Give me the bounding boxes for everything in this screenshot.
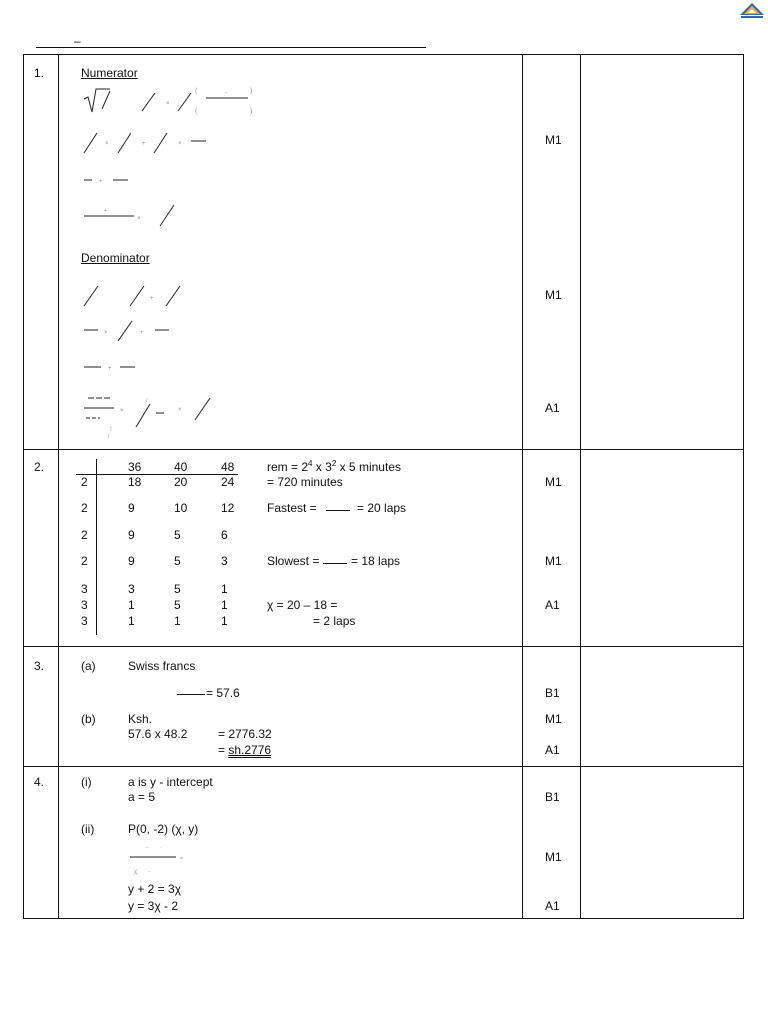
q2-cell: 24: [221, 475, 235, 489]
q2-divisor: 3: [81, 614, 88, 628]
q1-mark-2: M1: [545, 288, 562, 302]
q2-cell: 1: [221, 614, 228, 628]
q2-divisor: 2: [81, 528, 88, 542]
q3-fraction-bar: [177, 694, 205, 695]
q2-rem-line: [267, 460, 401, 474]
q2-cell: 1: [221, 582, 228, 596]
svg-text:+: +: [104, 208, 107, 214]
q2-factor-horizontal-rule: [76, 474, 238, 475]
q4-part-i: (i): [81, 775, 92, 789]
q2-factor-header-2: 40: [174, 460, 188, 474]
svg-text:×: ×: [120, 408, 124, 414]
q2-chi-line1: χ = 20 – 18 =: [267, 598, 338, 612]
q4-mark-3: A1: [545, 899, 560, 913]
q2-rem-sup1: 4: [308, 459, 313, 468]
q2-chi-line2: = 2 laps: [313, 614, 356, 628]
q2-divisor: 2: [81, 554, 88, 568]
q2-cell: 3: [221, 554, 228, 568]
header-dash: –: [74, 34, 81, 48]
svg-text:): ): [250, 108, 253, 115]
logo-icon: [738, 2, 766, 22]
svg-text:(: (: [195, 88, 198, 95]
q2-divisor: 3: [81, 598, 88, 612]
q2-rem-a: rem = 2: [267, 460, 309, 474]
q2-divisor: 2: [81, 501, 88, 515]
q4-part-i-line1: a is y - intercept: [128, 775, 213, 789]
svg-text:+: +: [108, 366, 112, 372]
svg-text:+: +: [150, 296, 154, 302]
svg-text:−: −: [146, 845, 149, 851]
q3-calc: 57.6 x 48.2: [128, 727, 188, 741]
q3-calc-result: = 2776.32: [218, 727, 272, 741]
svg-text:−: −: [225, 90, 228, 96]
q2-cell: 12: [221, 501, 235, 515]
q2-slowest-label: Slowest =: [267, 554, 320, 568]
q2-cell: 6: [221, 528, 228, 542]
q2-divisor: 2: [81, 475, 88, 489]
q2-factor-vertical-rule: [96, 459, 97, 635]
q3-final-value: sh.2776: [228, 743, 272, 757]
svg-text:+: +: [140, 330, 144, 336]
q2-factor-header-1: 36: [128, 460, 142, 474]
svg-text:·: ·: [160, 845, 162, 851]
q3-final: [218, 743, 271, 757]
q2-cell: 5: [174, 528, 181, 542]
q3-mark-2: M1: [545, 712, 562, 726]
svg-text:(: (: [195, 108, 198, 115]
svg-text:/: /: [146, 398, 148, 404]
q4-mark-1: B1: [545, 790, 560, 804]
q1-numerator-working: [80, 85, 270, 235]
q2-fastest-fraction-bar: [326, 510, 350, 511]
svg-text:/: /: [108, 434, 110, 440]
q2-mark-3: A1: [545, 598, 560, 612]
q2-factor-header-3: 48: [221, 460, 235, 474]
q3-mark-1: B1: [545, 686, 560, 700]
q2-cell: 5: [174, 598, 181, 612]
q2-rem-sup2: 2: [331, 459, 337, 468]
q2-cell: 5: [174, 554, 181, 568]
logo: [738, 2, 766, 28]
svg-text:+: +: [99, 179, 103, 185]
q1-denominator-label: Denominator: [81, 251, 150, 265]
q2-mark-1: M1: [545, 475, 562, 489]
q2-cell: 18: [128, 475, 142, 489]
q2-rem-b: x 3: [312, 460, 332, 474]
q4-part-ii-line2: y + 2 = 3χ: [128, 882, 181, 896]
svg-text:×: ×: [104, 330, 108, 336]
svg-text:−: −: [148, 869, 151, 875]
q4-part-ii: (ii): [81, 822, 95, 836]
q3-final-eq: =: [218, 743, 229, 757]
q2-number: 2.: [34, 460, 45, 474]
q2-cell: 5: [174, 582, 181, 596]
q3-part-a-result: = 57.6: [206, 686, 240, 700]
q2-rem-total: = 720 minutes: [267, 475, 343, 489]
svg-text:×: ×: [105, 141, 109, 147]
q2-slowest-fraction-bar: [323, 563, 347, 564]
svg-text:=: =: [180, 856, 183, 862]
q4-mark-2: M1: [545, 850, 562, 864]
q4-number: 4.: [34, 775, 45, 789]
q1-mark-1: M1: [545, 133, 562, 147]
q2-cell: 1: [128, 598, 135, 612]
q2-cell: 1: [221, 598, 228, 612]
q3-mark-3: A1: [545, 743, 560, 757]
header-rule: [36, 47, 426, 48]
q2-cell: 9: [128, 554, 135, 568]
q1-denominator-working: [80, 280, 270, 445]
q4-part-i-line2: a = 5: [128, 790, 156, 804]
q2-divisor: 3: [81, 582, 88, 596]
svg-text:×: ×: [178, 407, 182, 413]
q2-slowest-result: = 18 laps: [351, 554, 401, 568]
svg-text:): ): [250, 88, 253, 95]
q2-fastest-result: = 20 laps: [357, 501, 407, 515]
q2-cell: 9: [128, 501, 135, 515]
q1-mark-3: A1: [545, 401, 560, 415]
q2-cell: 20: [174, 475, 188, 489]
q3-part-a-text: Swiss francs: [128, 659, 196, 673]
svg-text:): ): [110, 426, 112, 432]
q2-rem-c: x 5 minutes: [336, 460, 401, 474]
q3-part-a: (a): [81, 659, 96, 673]
q2-cell: 1: [174, 614, 181, 628]
q4-gradient-fraction: [128, 842, 188, 876]
q2-cell: 10: [174, 501, 188, 515]
svg-text:×: ×: [137, 216, 141, 222]
q4-part-ii-line3: y = 3χ - 2: [128, 899, 178, 913]
q2-cell: 1: [128, 614, 135, 628]
q1-numerator-label: Numerator: [81, 66, 138, 80]
q1-number: 1.: [34, 66, 45, 80]
q3-part-b: (b): [81, 712, 96, 726]
q3-part-b-text: Ksh.: [128, 712, 153, 726]
q4-part-ii-line1: P(0, -2) (χ, y): [128, 822, 199, 836]
q2-fastest-label: Fastest =: [267, 501, 317, 515]
q2-cell: 9: [128, 528, 135, 542]
svg-text:χ: χ: [134, 869, 138, 875]
q2-cell: 3: [128, 582, 135, 596]
svg-text:+: +: [142, 141, 146, 147]
svg-text:×: ×: [178, 141, 182, 147]
q2-mark-2: M1: [545, 554, 562, 568]
q3-number: 3.: [34, 659, 45, 673]
svg-text:×: ×: [166, 101, 170, 107]
